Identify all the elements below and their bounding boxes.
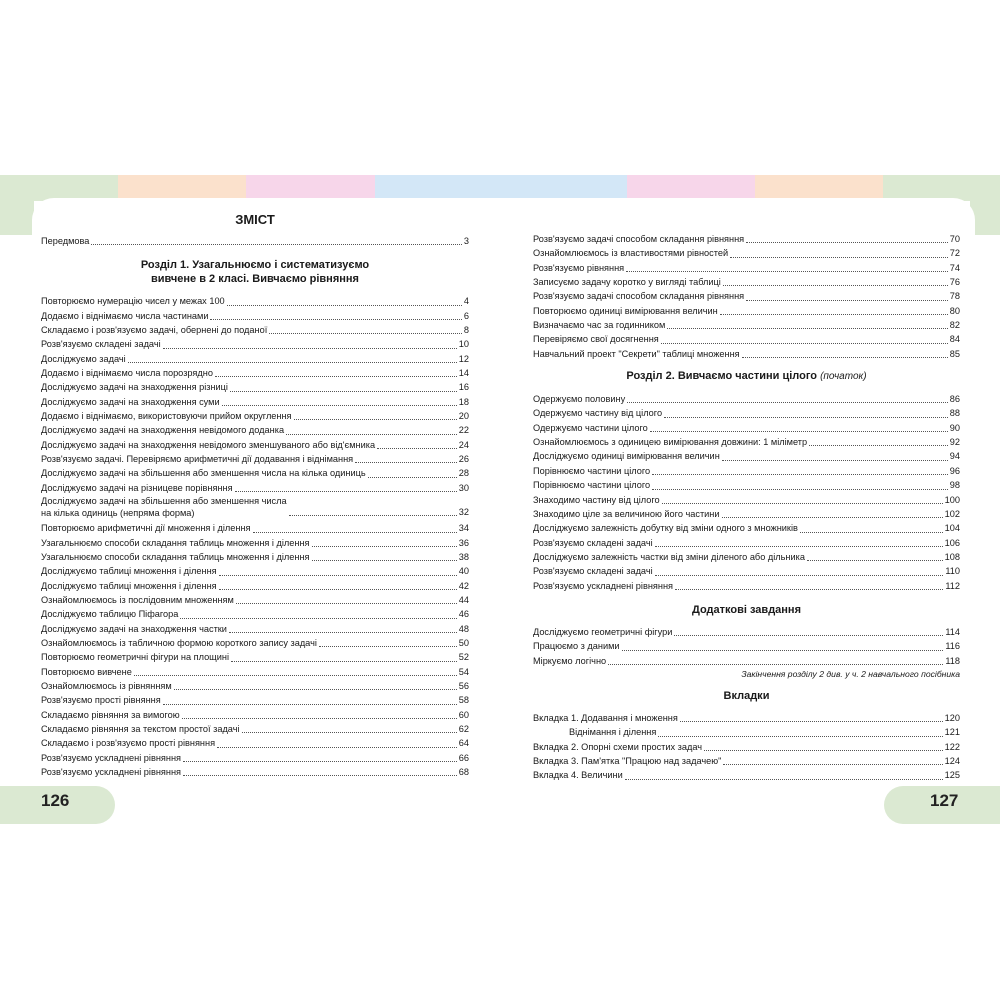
dot-leader (227, 305, 462, 306)
entry-page: 85 (949, 348, 960, 359)
toc-list-inserts (533, 711, 960, 783)
toc-entry[interactable] (41, 409, 469, 423)
entry-page: 104 (944, 523, 960, 534)
entry-title: Розв'язуємо складені задачі (533, 537, 653, 548)
entry-title: Перевіряємо свої досягнення (533, 334, 659, 345)
entry-title: Працюємо з даними (533, 641, 620, 652)
dot-leader (723, 285, 948, 286)
dot-leader (625, 779, 943, 780)
entry-title: Досліджуємо задачі на знаходження невідомого зменшуваного або від'ємника (41, 439, 376, 450)
entry-title: Досліджуємо задачі (41, 353, 126, 364)
entry-page: 30 (458, 482, 469, 493)
toc-entry[interactable] (41, 309, 469, 323)
toc-entry[interactable] (41, 564, 469, 578)
entry-page: 70 (949, 234, 960, 244)
entry-page: 40 (458, 566, 469, 577)
toc-entry[interactable] (533, 318, 960, 332)
entry-page: 90 (949, 422, 960, 433)
toc-entry[interactable] (41, 579, 469, 593)
dot-leader (742, 357, 948, 358)
dot-leader (722, 517, 943, 518)
entry-title: Розв'язуємо складені задачі (41, 339, 161, 350)
entry-title: Передмова (41, 236, 90, 246)
entry-page: 28 (458, 468, 469, 479)
toc-entry[interactable] (533, 754, 960, 768)
toc-entry[interactable] (533, 464, 960, 478)
toc-entry[interactable] (41, 679, 469, 693)
entry-title: Повторюємо арифметичні дії множення і ділення (41, 523, 251, 534)
entry-page: 64 (458, 738, 469, 749)
entry-page: 60 (458, 709, 469, 720)
entry-title: Вкладка 3. Пам'ятка "Працюю над задачею" (533, 755, 722, 766)
dot-leader (722, 460, 948, 461)
entry-title: Навчальний проект "Секрети" таблиці множення (533, 348, 740, 359)
toc-entry[interactable] (41, 593, 469, 607)
dot-leader (222, 405, 457, 406)
entry-page: 106 (944, 537, 960, 548)
entry-page: 108 (944, 551, 960, 562)
entry-page: 86 (949, 394, 960, 405)
toc-entry[interactable] (533, 289, 960, 303)
dot-leader (377, 448, 457, 449)
entry-title: Узагальнюємо способи складання таблиць множення і ділення (41, 551, 310, 562)
dot-leader (236, 603, 457, 604)
toc-entry[interactable] (533, 435, 960, 449)
toc-entry[interactable] (533, 332, 960, 346)
entry-title: Одержуємо частини цілого (533, 422, 648, 433)
toc-entry[interactable] (533, 232, 960, 246)
entry-title: Досліджуємо залежність добутку від зміни одного з множників (533, 523, 798, 534)
entry-title: Досліджуємо задачі на різницеве порівняння (41, 482, 233, 493)
entry-title: Повторюємо нумерацію чисел у межах 100 (41, 296, 225, 307)
toc-entry[interactable] (41, 294, 469, 308)
entry-page: 24 (458, 439, 469, 450)
toc-entry[interactable] (533, 406, 960, 420)
entry-page: 76 (949, 277, 960, 288)
entry-title: Розв'язуємо задачі. Перевіряємо арифметичні дії додавання і віднімання (41, 454, 354, 465)
entry-page: 118 (945, 655, 960, 666)
entry-page: 68 (458, 767, 469, 777)
dot-leader (355, 462, 457, 463)
toc-list-section-1-part-2 (41, 521, 469, 779)
toc-entry[interactable] (533, 725, 960, 739)
entry-title: Ознайомлюємось із табличною формою короткого запису задачі (41, 637, 317, 648)
dot-leader (800, 532, 943, 533)
entry-title: Вкладка 2. Опорні схеми простих задач (533, 741, 703, 752)
entry-title: Порівнюємо частини цілого (533, 480, 651, 491)
entry-page: 48 (458, 623, 469, 634)
entry-title-line-1: Досліджуємо задачі на збільшення або зменшення числа (41, 496, 287, 507)
dot-leader (807, 560, 943, 561)
entry-title: Складаємо і розв'язуємо задачі, обернені до поданої (41, 325, 268, 336)
entry-title: Вкладка 1. Додавання і множення (533, 712, 678, 723)
dot-leader (608, 664, 943, 665)
entry-title: Досліджуємо задачі на збільшення або зменшення числа на кілька одиниць (41, 468, 366, 479)
toc-entry[interactable] (533, 625, 960, 639)
dot-leader (180, 618, 456, 619)
toc-entry[interactable] (533, 654, 960, 668)
toc-list-section-2 (533, 392, 960, 593)
dot-leader (289, 515, 457, 516)
entry-title: Розв'язуємо рівняння (533, 262, 625, 273)
dot-leader (809, 445, 948, 446)
toc-entry[interactable] (41, 481, 469, 495)
dot-leader (128, 362, 457, 363)
entry-title: Розв'язуємо задачі способом складання рівняння (533, 291, 745, 302)
dot-leader (312, 546, 457, 547)
toc-entry[interactable] (41, 536, 469, 550)
entry-page: 80 (949, 305, 960, 316)
entry-title: Знаходимо частину від цілого (533, 494, 660, 505)
dot-leader (652, 474, 948, 475)
dot-leader (319, 646, 457, 647)
entry-title: Розв'язуємо прості рівняння (41, 695, 161, 706)
toc-entry-preface[interactable] (41, 234, 469, 248)
toc-entry[interactable] (41, 323, 469, 337)
entry-title: Розв'язуємо ускладнені рівняння (41, 767, 182, 777)
dot-leader (661, 343, 948, 344)
entry-title: Вкладка 4. Величини (533, 770, 623, 781)
toc-entry[interactable] (41, 423, 469, 437)
dot-leader (655, 546, 943, 547)
dot-leader (253, 532, 457, 533)
entry-page: 54 (458, 666, 469, 677)
toc-entry[interactable] (533, 564, 960, 578)
dot-leader (312, 560, 457, 561)
entry-page: 72 (949, 248, 960, 259)
toc-entry[interactable] (41, 736, 469, 750)
dot-leader (650, 431, 948, 432)
page-number-left: 126 (41, 791, 70, 810)
dot-leader (674, 635, 943, 636)
entry-page: 52 (458, 652, 469, 663)
dot-leader (219, 589, 457, 590)
entry-title: Складаємо рівняння за текстом простої задачі (41, 723, 240, 734)
toc-right-column (533, 232, 960, 783)
toc-entry[interactable] (533, 449, 960, 463)
continuation-note: Закінчення розділу 2 див. у ч. 2 навчального посібника (741, 668, 960, 679)
dot-leader (219, 575, 457, 576)
toc-entry[interactable] (533, 768, 960, 782)
entry-title: Повторюємо геометричні фігури на площині (41, 652, 229, 663)
toc-left-column (41, 211, 469, 779)
entry-page: 74 (949, 262, 960, 273)
toc-entry[interactable] (533, 639, 960, 653)
entry-title: Розв'язуємо ускладнені рівняння (41, 752, 182, 763)
dot-leader (720, 314, 948, 315)
entry-page: 6 (463, 310, 469, 321)
toc-entry[interactable] (533, 304, 960, 318)
dot-leader (294, 419, 457, 420)
entry-title: Ознайомлюємось із рівнянням (41, 680, 172, 691)
dot-leader (652, 489, 948, 490)
toc-entry[interactable] (533, 275, 960, 289)
toc-entry[interactable] (41, 366, 469, 380)
entry-page: 8 (463, 325, 469, 336)
entry-page: 36 (458, 537, 469, 548)
entry-page: 42 (458, 580, 469, 591)
toc-entry[interactable] (533, 261, 960, 275)
entry-page: 50 (458, 637, 469, 648)
entry-title (41, 496, 287, 519)
dot-leader (163, 704, 457, 705)
entry-page: 62 (458, 723, 469, 734)
dot-leader (183, 761, 457, 762)
entry-title: Порівнюємо частини цілого (533, 465, 651, 476)
toc-entry[interactable] (533, 421, 960, 435)
entry-page: 12 (458, 353, 469, 364)
entry-title: Ознайомлюємось із властивостями рівностей (533, 248, 729, 259)
toc-entry[interactable] (533, 536, 960, 550)
entry-page: 114 (945, 626, 960, 637)
toc-list-section-1-part-1 (41, 294, 469, 495)
entry-title: Знаходимо ціле за величиною його частини (533, 508, 720, 519)
entry-title: Досліджуємо задачі на знаходження невідомого доданка (41, 425, 285, 436)
dot-leader (182, 718, 457, 719)
entry-title: Записуємо задачу коротко у вигляді таблиці (533, 277, 721, 288)
section-2-title-note: (початок) (820, 371, 867, 383)
toc-entry[interactable] (41, 352, 469, 366)
toc-list-extra-tasks (533, 625, 960, 668)
toc-entry[interactable] (533, 493, 960, 507)
dot-leader (210, 319, 461, 320)
dot-leader (242, 732, 457, 733)
entry-title: Досліджуємо залежність частки від зміни діленого або дільника (533, 551, 805, 562)
entry-title: Досліджуємо геометричні фігури (533, 626, 673, 637)
toc-entry[interactable] (533, 711, 960, 725)
toc-entry[interactable] (41, 521, 469, 535)
dot-leader (231, 661, 457, 662)
toc-entry[interactable] (41, 337, 469, 351)
dot-leader (680, 721, 943, 722)
toc-entry[interactable] (41, 438, 469, 452)
toc-entry[interactable] (533, 740, 960, 754)
toc-list-section-1-part-3 (533, 232, 960, 361)
entry-title: Додаємо і віднімаємо числа порозрядно (41, 368, 213, 379)
entry-title: Повторюємо вивчене (41, 666, 132, 677)
entry-title: Досліджуємо задачі на знаходження різниці (41, 382, 228, 393)
entry-title: Досліджуємо задачі на знаходження суми (41, 396, 220, 407)
entry-page: 26 (458, 454, 469, 465)
entry-page: 112 (945, 580, 960, 591)
entry-page: 78 (949, 291, 960, 302)
entry-title: Розв'язуємо ускладнені рівняння (533, 580, 674, 591)
dot-leader (723, 764, 942, 765)
dot-leader (269, 333, 462, 334)
toc-title: ЗМІСТ (235, 212, 275, 227)
dot-leader (286, 434, 457, 435)
dot-leader (675, 589, 943, 590)
entry-page: 124 (944, 755, 960, 766)
toc-entry[interactable] (533, 347, 960, 361)
entry-title: Досліджуємо таблицю Піфагора (41, 609, 179, 620)
dot-leader (134, 675, 457, 676)
entry-title: Повторюємо одиниці вимірювання величин (533, 305, 718, 316)
entry-title: Узагальнюємо способи складання таблиць множення і ділення (41, 537, 310, 548)
entry-page: 22 (458, 425, 469, 436)
dot-leader (163, 348, 457, 349)
entry-title: Досліджуємо таблиці множення і ділення (41, 580, 217, 591)
entry-page: 122 (944, 741, 960, 752)
entry-page: 92 (949, 437, 960, 448)
entry-title: Одержуємо частину від цілого (533, 408, 663, 419)
toc-entry[interactable] (41, 466, 469, 480)
entry-page: 4 (463, 296, 469, 307)
entry-page: 20 (458, 411, 469, 422)
section-1-title-line-1: Розділ 1. Узагальнюємо і систематизуємо (140, 259, 370, 272)
dot-leader (91, 244, 461, 245)
entry-page: 16 (458, 382, 469, 393)
entry-title: Розв'язуємо задачі способом складання рівняння (533, 234, 745, 244)
dot-leader (229, 632, 457, 633)
dot-leader (626, 271, 948, 272)
toc-entry[interactable] (533, 579, 960, 593)
dot-leader (730, 257, 948, 258)
entry-page: 34 (458, 523, 469, 534)
entry-page: 14 (458, 368, 469, 379)
side-band-left (0, 175, 34, 235)
section-1-title-line-2: вивчене в 2 класі. Вивчаємо рівняння (151, 273, 359, 286)
entry-page: 84 (949, 334, 960, 345)
entry-page: 100 (944, 494, 960, 505)
dot-leader (622, 650, 944, 651)
dot-leader (704, 750, 943, 751)
entry-page: 58 (458, 695, 469, 706)
entry-title: Ознайомлюємось з одиницею вимірювання довжини: 1 міліметр (533, 437, 808, 448)
dot-leader (230, 391, 457, 392)
entry-page: 98 (949, 480, 960, 491)
toc-entry[interactable] (533, 507, 960, 521)
entry-page: 82 (949, 320, 960, 331)
dot-leader (368, 477, 457, 478)
entry-page: 125 (944, 770, 960, 781)
entry-title: Розв'язуємо складені задачі (533, 566, 653, 577)
toc-entry[interactable] (41, 693, 469, 707)
dot-leader (217, 747, 457, 748)
toc-entry[interactable] (533, 392, 960, 406)
toc-entry[interactable] (533, 521, 960, 535)
toc-entry[interactable] (41, 550, 469, 564)
toc-entry[interactable] (41, 452, 469, 466)
section-1-title (41, 258, 469, 286)
section-2-title-text: Розділ 2. Вивчаємо частини цілого (626, 370, 817, 383)
entry-title: Складаємо і розв'язуємо прості рівняння (41, 738, 216, 749)
dot-leader (746, 300, 948, 301)
entry-page: 44 (458, 594, 469, 605)
entry-page: 94 (949, 451, 960, 462)
entry-page: 38 (458, 551, 469, 562)
dot-leader (183, 775, 457, 776)
entry-page: 56 (458, 680, 469, 691)
dot-leader (746, 242, 948, 243)
entry-title: Досліджуємо одиниці вимірювання величин (533, 451, 720, 462)
entry-page: 116 (945, 641, 960, 652)
entry-title: Ознайомлюємось із послідовним множенням (41, 594, 234, 605)
entry-page: 10 (458, 339, 469, 350)
page-number-right: 127 (930, 791, 959, 810)
entry-page: 66 (458, 752, 469, 763)
entry-title: Додаємо і віднімаємо числа частинами (41, 310, 209, 321)
dot-leader (215, 376, 457, 377)
entry-page: 102 (944, 508, 960, 519)
extra-tasks-title: Додаткові завдання (692, 603, 801, 616)
toc-entry[interactable] (533, 550, 960, 564)
dot-leader (627, 402, 948, 403)
toc-entry[interactable] (41, 380, 469, 394)
toc-entry[interactable] (533, 246, 960, 260)
toc-entry[interactable] (41, 622, 469, 636)
dot-leader (667, 328, 947, 329)
entry-page: 96 (949, 465, 960, 476)
entry-title: Одержуємо половину (533, 394, 626, 405)
toc-entry[interactable] (533, 478, 960, 492)
inserts-title: Вкладки (723, 689, 770, 702)
entry-title: Досліджуємо задачі на знаходження частки (41, 623, 227, 634)
toc-entry[interactable] (41, 650, 469, 664)
entry-title: Додаємо і віднімаємо, використовуючи прийом округлення (41, 411, 292, 422)
entry-title: Досліджуємо таблиці множення і ділення (41, 566, 217, 577)
entry-page: 121 (944, 727, 960, 738)
entry-title: Складаємо рівняння за вимогою (41, 709, 180, 720)
toc-entry[interactable] (41, 765, 469, 779)
toc-entry-two-line[interactable] (41, 496, 469, 519)
dot-leader (174, 689, 457, 690)
toc-entry[interactable] (41, 395, 469, 409)
entry-title: Віднімання і ділення (569, 727, 657, 738)
dot-leader (662, 503, 943, 504)
entry-page: 32 (458, 506, 469, 517)
entry-page: 88 (949, 408, 960, 419)
section-2-title (533, 369, 960, 384)
dot-leader (655, 575, 944, 576)
entry-page: 18 (458, 396, 469, 407)
entry-title-line-2: на кілька одиниць (непряма форма) (41, 507, 195, 518)
entry-page: 46 (458, 609, 469, 620)
dot-leader (664, 417, 948, 418)
toc-entry[interactable] (41, 722, 469, 736)
toc-entry[interactable] (41, 607, 469, 621)
entry-page: 3 (463, 236, 469, 246)
dot-leader (658, 736, 942, 737)
entry-title: Міркуємо логічно (533, 655, 607, 666)
entry-page: 110 (945, 566, 960, 577)
toc-entry[interactable] (41, 665, 469, 679)
dot-leader (235, 491, 457, 492)
entry-page: 120 (944, 712, 960, 723)
entry-title: Визначаємо час за годинником (533, 320, 666, 331)
toc-entry[interactable] (41, 708, 469, 722)
toc-entry[interactable] (41, 751, 469, 765)
toc-entry[interactable] (41, 636, 469, 650)
